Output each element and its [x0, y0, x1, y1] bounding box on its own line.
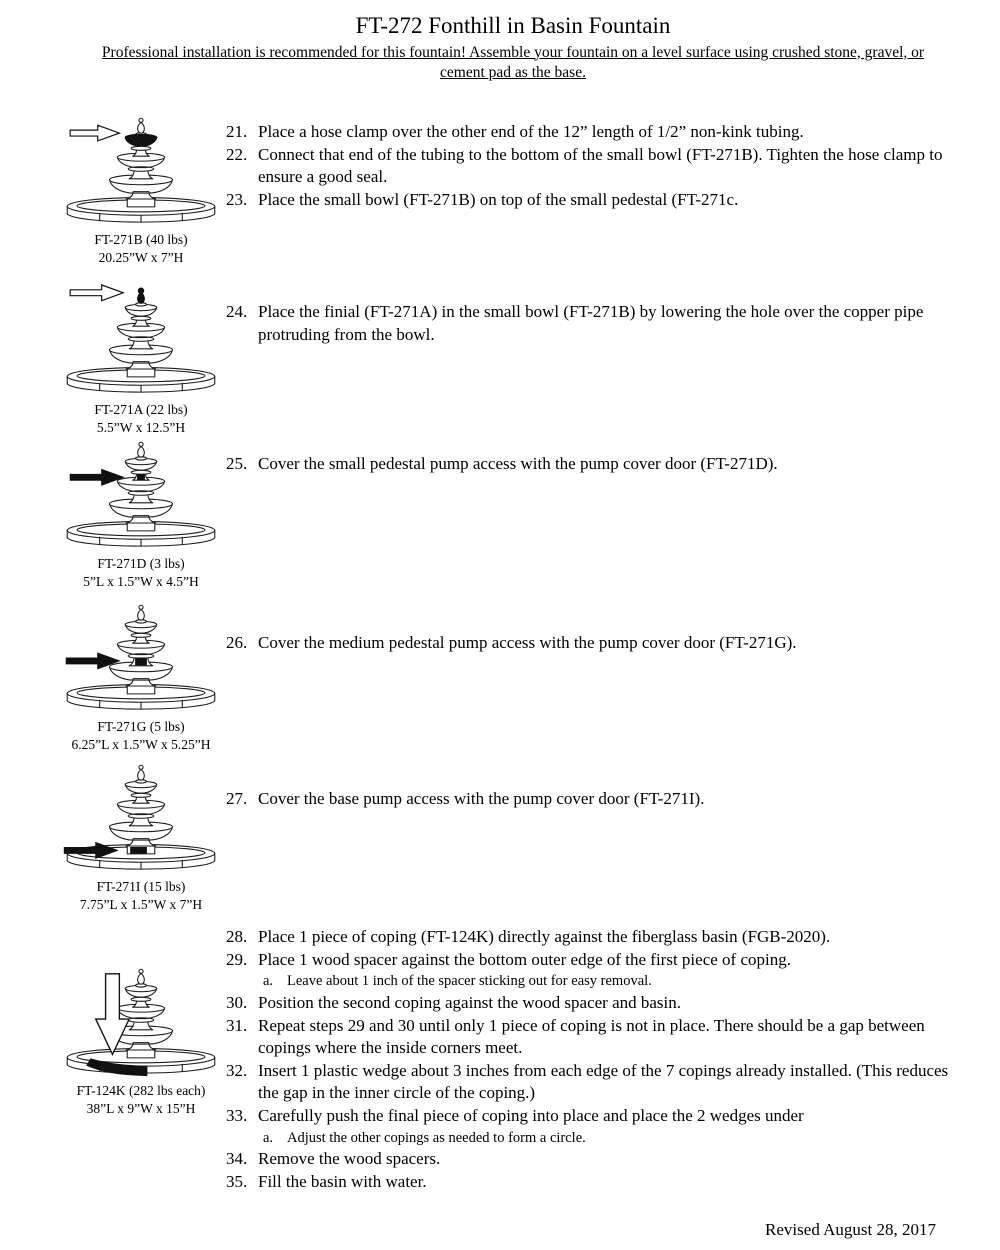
- step-number: 32.: [226, 1060, 248, 1080]
- pump-door-highlight: [130, 847, 147, 854]
- step-text: Remove the wood spacers.: [258, 1149, 441, 1169]
- step-27: [226, 788, 968, 811]
- step-29: [226, 949, 968, 972]
- step-number: 24.: [226, 302, 248, 322]
- steps-block: [224, 596, 968, 655]
- step-30: [226, 992, 968, 1015]
- substep-text: Leave about 1 inch of the spacer sticking out for easy removal.: [287, 973, 652, 990]
- step-26: [226, 632, 968, 655]
- steps-block: [224, 926, 968, 1193]
- step-34: [226, 1148, 968, 1171]
- figure-ft124k: [58, 926, 224, 1118]
- fountain-illustration-coping: [62, 960, 220, 1080]
- step-text: Cover the base pump access with the pump cover door (FT-271I).: [258, 789, 705, 809]
- pump-door-highlight: [137, 474, 145, 480]
- fountain-illustration-base-door: [62, 756, 220, 876]
- part-number: FT-124K (282 lbs each): [76, 1083, 206, 1099]
- figure-ft271a: [58, 279, 224, 437]
- part-dimensions: 6.25”L x 1.5”W x 5.25”H: [71, 736, 211, 752]
- step-24: [226, 301, 968, 346]
- step-number: 22.: [226, 144, 248, 164]
- step-22: [226, 144, 968, 189]
- figure-ft271b: [58, 109, 224, 267]
- step-number: 27.: [226, 789, 248, 809]
- figure-caption: [71, 718, 210, 754]
- fountain-illustration-medium-pedestal-door: [62, 596, 220, 716]
- figure-caption: [94, 231, 187, 267]
- step-number: 26.: [226, 633, 248, 653]
- substep-letter: a.: [263, 1129, 274, 1146]
- substep-text: Adjust the other copings as needed to form a circle.: [287, 1129, 586, 1146]
- step-text: Place 1 wood spacer against the bottom outer edge of the first piece of coping.: [258, 949, 791, 969]
- figure-ft271d: [58, 433, 224, 591]
- section-step-27: [58, 756, 968, 926]
- step-number: 31.: [226, 1015, 248, 1035]
- small-bowl-highlight: [125, 135, 156, 147]
- step-text: Carefully push the final piece of coping into place and place the 2 wedges under: [258, 1105, 804, 1125]
- section-step-24: [58, 279, 968, 433]
- step-number: 35.: [226, 1171, 248, 1191]
- pump-door-highlight: [135, 658, 147, 666]
- step-25: [226, 453, 968, 476]
- step-31: [226, 1015, 968, 1060]
- pointer-arrow-icon: [70, 125, 119, 141]
- step-28: [226, 926, 968, 949]
- step-33: [226, 1105, 968, 1128]
- section-steps-21-23: [58, 109, 968, 279]
- step-number: 30.: [226, 992, 248, 1012]
- step-33a: [263, 1128, 968, 1149]
- fountain-illustration-small-bowl: [62, 109, 220, 229]
- step-text: Place a hose clamp over the other end of the 12” length of 1/2” non-kink tubing.: [258, 122, 804, 142]
- step-text: Connect that end of the tubing to the bottom of the small bowl (FT-271B). Tighten the hose clamp to ensure a good seal.: [258, 144, 943, 187]
- step-text: Repeat steps 29 and 30 until only 1 piece of coping is not in place. There should be a gap between copings where the inside corners meet.: [258, 1015, 925, 1058]
- part-dimensions: 38”L x 9”W x 15”H: [86, 1100, 196, 1116]
- step-23: [226, 189, 968, 212]
- page-title: FT-272 Fonthill in Basin Fountain: [355, 13, 671, 38]
- step-21: [226, 121, 968, 144]
- figure-caption: [80, 878, 202, 914]
- part-number: FT-271B (40 lbs): [94, 232, 188, 248]
- page-subtitle: Professional installation is recommended for this fountain! Assemble your fountain on a level surface using crushed stone, gravel, or cement pad as the base.: [101, 43, 925, 82]
- step-32: [226, 1060, 968, 1105]
- step-number: 34.: [226, 1149, 248, 1169]
- step-number: 29.: [226, 949, 248, 969]
- step-text: Cover the medium pedestal pump access with the pump cover door (FT-271G).: [258, 633, 797, 653]
- figure-ft271g: [58, 596, 224, 754]
- part-number: FT-271A (22 lbs): [94, 402, 188, 418]
- finial-highlight: [138, 288, 145, 303]
- step-number: 25.: [226, 454, 248, 474]
- step-text: Cover the small pedestal pump access with the pump cover door (FT-271D).: [258, 454, 778, 474]
- step-29a: [263, 971, 968, 992]
- figure-caption: [83, 555, 198, 591]
- step-number: 33.: [226, 1105, 248, 1125]
- part-number: FT-271G (5 lbs): [97, 719, 185, 735]
- step-number: 23.: [226, 189, 248, 209]
- section-step-25: [58, 433, 968, 596]
- pointer-arrow-icon: [70, 285, 123, 301]
- steps-block: [224, 109, 968, 211]
- step-text: Insert 1 plastic wedge about 3 inches from each edge of the 7 copings already installed. (This reduces the gap in the inner circle of the coping.): [258, 1060, 949, 1103]
- figure-caption: [77, 1082, 206, 1118]
- step-text: Place the finial (FT-271A) in the small bowl (FT-271B) by lowering the hole over the copper pipe protruding from the bowl.: [258, 302, 924, 344]
- steps-block: [224, 756, 968, 811]
- revision-date: Revised August 28, 2017: [765, 1220, 936, 1239]
- steps-block: [224, 279, 968, 346]
- steps-block: [224, 433, 968, 476]
- step-35: [226, 1171, 968, 1194]
- step-number: 28.: [226, 927, 248, 947]
- step-text: Place 1 piece of coping (FT-124K) directly against the fiberglass basin (FGB-2020).: [258, 927, 831, 947]
- part-number: FT-271I (15 lbs): [96, 879, 186, 895]
- part-dimensions: 5.5”W x 12.5”H: [96, 419, 186, 435]
- part-dimensions: 5”L x 1.5”W x 4.5”H: [83, 573, 199, 589]
- step-text: Position the second coping against the wood spacer and basin.: [258, 992, 682, 1012]
- part-number: FT-271D (3 lbs): [97, 556, 185, 572]
- figure-ft271i: [58, 756, 224, 914]
- figure-caption: [94, 401, 187, 437]
- fountain-illustration-finial: [62, 279, 220, 399]
- section-steps-28-35: [58, 926, 968, 1193]
- part-dimensions: 20.25”W x 7”H: [98, 249, 184, 265]
- step-number: 21.: [226, 122, 248, 142]
- part-dimensions: 7.75”L x 1.5”W x 7”H: [79, 896, 203, 912]
- section-step-26: [58, 596, 968, 756]
- pointer-arrow-icon: [70, 470, 123, 486]
- step-text: Fill the basin with water.: [258, 1171, 427, 1191]
- step-text: Place the small bowl (FT-271B) on top of the small pedestal (FT-271c.: [258, 189, 739, 209]
- fountain-illustration-small-pedestal-door: [62, 433, 220, 553]
- substep-letter: a.: [263, 973, 274, 990]
